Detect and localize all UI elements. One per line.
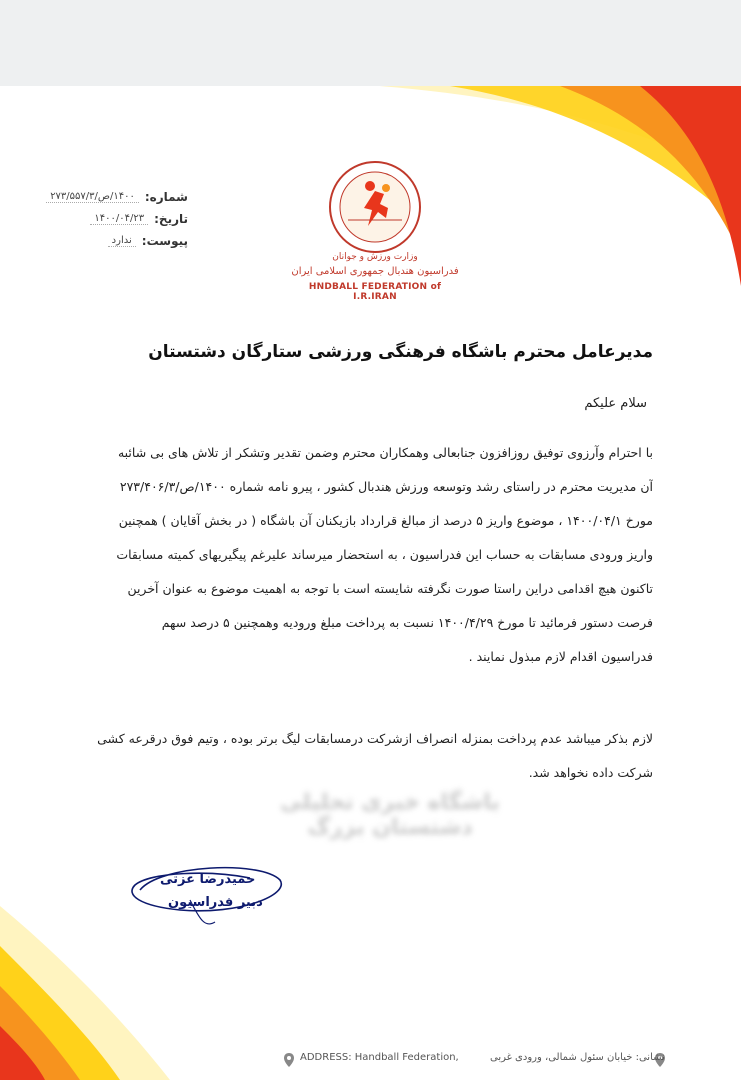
- letter-number-row: [48, 186, 188, 208]
- number-value: ۱۴۰۰/ص/۲۷۳/۵۵۷/۳: [46, 191, 139, 203]
- greeting: سلام علیکم: [584, 396, 647, 411]
- paragraph-line: تاکنون هیچ اقدامی دراین راستا صورت نگرفته شایسته است با توجه به اهمیت موضوع به عنوان آخرین: [127, 581, 653, 596]
- date-label: تاریخ:: [154, 212, 188, 226]
- body-paragraph-1: [78, 436, 653, 674]
- federation-name-fa: فدراسیون هندبال جمهوری اسلامی ایران: [291, 266, 459, 277]
- paragraph-line: لازم بذکر میباشد عدم پرداخت بمنزله انصراف ازشرکت درمسابقات لیگ برتر بوده ، وتیم فوق درقرعه کشی: [97, 731, 653, 746]
- federation-name-en: HNDBALL FEDERATION of I.R.IRAN: [308, 282, 442, 302]
- footer-address-fa: نشانی: خیابان سئول شمالی، ورودی غربی: [490, 1052, 665, 1063]
- location-pin-icon: [284, 1053, 294, 1067]
- footer-address-en: ADDRESS: Handball Federation,: [300, 1052, 459, 1063]
- top-gray-band: [0, 0, 741, 86]
- paragraph-line: مورخ ۱۴۰۰/۰۴/۱ ، موضوع واریز ۵ درصد از مبالغ قرارداد بازیکنان آن باشگاه ( در بخش آقایان ) همچنین: [118, 513, 653, 528]
- recipient-heading: مدیرعامل محترم باشگاه فرهنگی ورزشی ستارگان دشتستان: [148, 342, 653, 362]
- signatory-name: حمیدرضا عزتی: [160, 872, 256, 887]
- number-label: شماره:: [144, 190, 188, 204]
- letter-attachment-row: [48, 230, 188, 252]
- attachment-value: ندارد: [108, 235, 136, 247]
- federation-logo: [328, 160, 422, 254]
- attachment-label: پیوست:: [141, 234, 188, 248]
- paragraph-line: واریز ورودی مسابقات به حساب این فدراسیون ، به استحضار میرساند علیرغم پیگیریهای کمیته مسابقات: [116, 547, 653, 562]
- paragraph-line: با احترام وآرزوی توفیق روزافزون جنابعالی وهمکاران محترم وضمن تقدیر وتشکر از تلاش های بی شائبه: [117, 445, 653, 460]
- paragraph-line: آن مدیریت محترم در راستای رشد وتوسعه ورزش هندبال کشور ، پیرو نامه شماره ۱۴۰۰/ص/۲۷۳/۴۰۶/۳: [119, 479, 653, 494]
- ministry-name: وزارت ورزش و جوانان: [332, 252, 418, 262]
- body-paragraph-2: [78, 722, 653, 790]
- date-value: ۱۴۰۰/۰۴/۲۳: [90, 213, 148, 225]
- blurred-watermark: باشگاه خبری تحلیلی دشتستان بزرگ: [280, 790, 500, 840]
- paragraph-line: فرصت دستور فرمائید تا مورخ ۱۴۰۰/۴/۲۹ نسبت به پرداخت مبلغ ورودیه وهمچنین ۵ درصد سهم: [161, 615, 653, 630]
- letter-date-row: [48, 208, 188, 230]
- paragraph-line: شرکت داده نخواهد شد.: [528, 765, 653, 780]
- paragraph-line: فدراسیون اقدام لازم مبذول نمایند .: [468, 649, 653, 664]
- signatory-title: دبیر فدراسیون: [168, 895, 263, 910]
- letter-meta: [48, 186, 188, 252]
